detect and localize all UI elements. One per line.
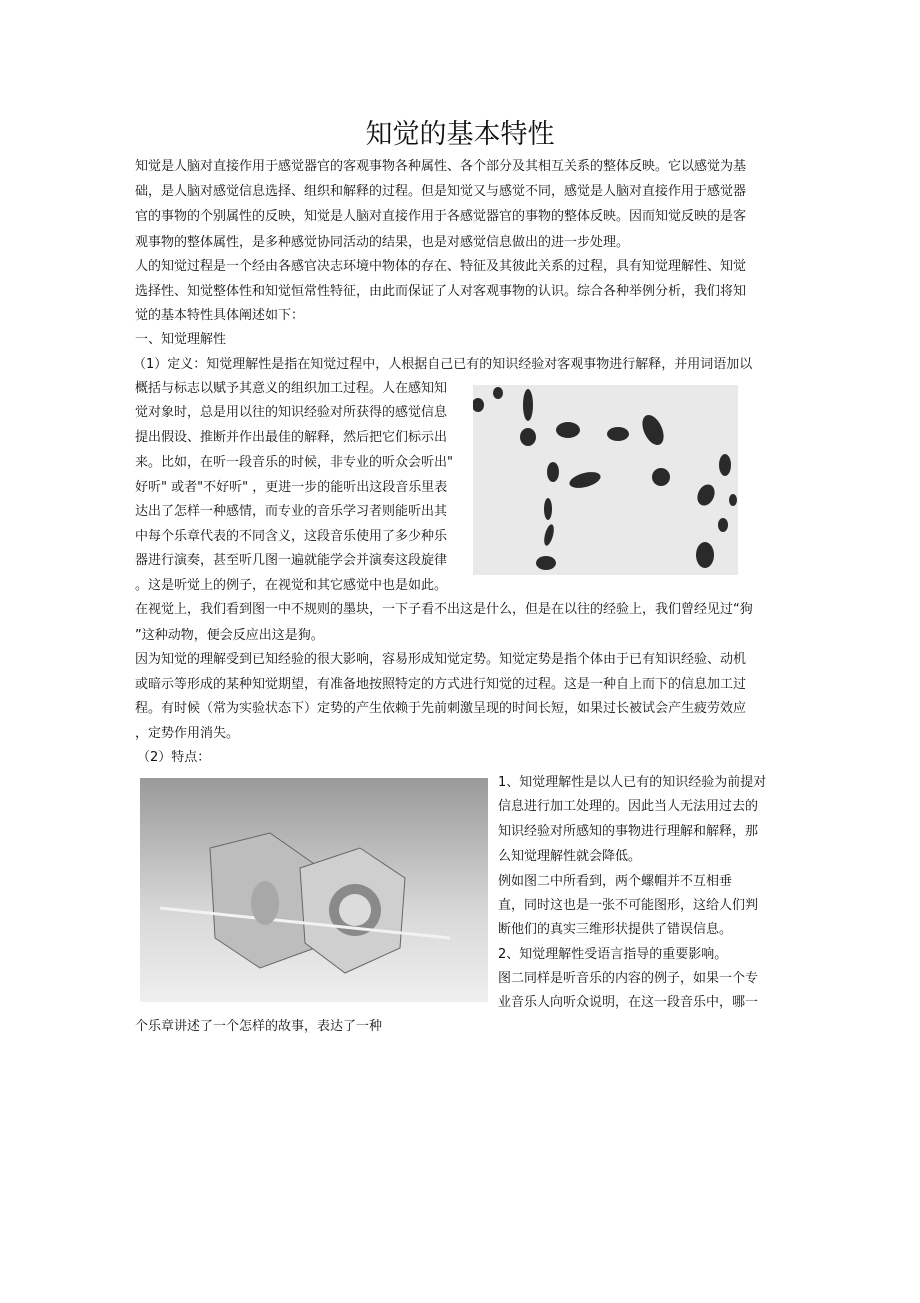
text-line: 觉的基本特性具体阐述如下：	[135, 308, 305, 323]
text-line: （2）特点：	[137, 750, 211, 765]
page-title: 知觉的基本特性	[365, 119, 555, 150]
text-line: （1）定义：知觉理解性是指在知觉过程中，人根据自己已有的知识经验对客观事物进行解释，并用词语加以	[133, 357, 753, 372]
text-line: 观事物的整体属性，是多种感觉协同活动的结果，也是对感觉信息做出的进一步处理。	[135, 235, 630, 250]
hex-nuts-image	[140, 778, 488, 1002]
text-line: ，定势作用消失。	[135, 726, 240, 741]
text-line: 程。有时候（常为实验状态下）定势的产生依赖于先前刺激呈现的时间长短，如果过长被试会产生疲劳效应	[135, 701, 747, 716]
text-line: 或暗示等形成的某种知觉期望，有准备地按照特定的方式进行知觉的过程。这是一种自上而下的信息加工过	[135, 677, 747, 692]
text-line: 来。比如，在听一段音乐的时候，非专业的听众会听出"	[135, 455, 453, 470]
text-line: 中每个乐章代表的不同含义，这段音乐使用了多少种乐	[135, 529, 448, 544]
text-line: 业音乐人向听众说明，在这一段音乐中，哪一	[498, 995, 759, 1010]
text-line: 么知觉理解性就会降低。	[498, 849, 642, 864]
text-line: 达出了怎样一种感情，而专业的音乐学习者则能听出其	[135, 504, 448, 519]
text-line: 础，是人脑对感觉信息选择、组织和解释的过程。但是知觉又与感觉不同，感觉是人脑对直接作用于感觉器	[135, 184, 747, 199]
text-line: 选择性、知觉整体性和知觉恒常性特征，由此而保证了人对客观事物的认识。综合各种举例分析，我们将知	[135, 284, 747, 299]
text-line: 个乐章讲述了一个怎样的故事，表达了一种	[135, 1019, 383, 1034]
text-line: ”这种动物，便会反应出这是狗。	[135, 628, 324, 643]
text-line: 官的事物的个别属性的反映，知觉是人脑对直接作用于各感觉器官的事物的整体反映。因而知觉反映的是客	[135, 209, 747, 224]
text-line: 人的知觉过程是一个经由各感官决志环境中物体的存在、特征及其彼此关系的过程，具有知觉理解性、知觉	[135, 259, 747, 274]
text-line: 。这是听觉上的例子，在视觉和其它感觉中也是如此。	[135, 578, 448, 593]
text-line: 知识经验对所感知的事物进行理解和解释，那	[498, 824, 759, 839]
text-line: 好听" 或者"不好听" ，更进一步的能听出这段音乐里表	[135, 480, 448, 495]
text-line: 信息进行加工处理的。因此当人无法用过去的	[498, 799, 759, 814]
figure-impossible-nuts	[140, 778, 488, 1002]
text-line: 在视觉上，我们看到图一中不规则的墨块，一下子看不出这是什么，但是在以往的经验上，我们曾经见过“狗	[135, 602, 753, 617]
text-line: 概括与标志以赋予其意义的组织加工过程。人在感知知	[135, 381, 448, 396]
text-line: 2、知觉理解性受语言指导的重要影响。	[498, 947, 728, 962]
text-line: 提出假设、推断并作出最佳的解释，然后把它们标示出	[135, 430, 448, 445]
text-line: 1、知觉理解性是以人已有的知识经验为前提对	[498, 775, 767, 790]
figure-dalmatian-blobs	[473, 385, 738, 575]
text-line: 因为知觉的理解受到已知经验的很大影响，容易形成知觉定势。知觉定势是指个体由于已有知识经验、动机	[135, 652, 747, 667]
text-line: 断他们的真实三维形状提供了错误信息。	[498, 922, 733, 937]
ink-blots-image	[473, 385, 738, 575]
text-line: 直，同时这也是一张不可能图形，这给人们判	[498, 898, 759, 913]
text-line: 觉对象时，总是用以往的知识经验对所获得的感觉信息	[135, 405, 448, 420]
text-line: 例如图二中所看到，两个螺帽并不互相垂	[498, 874, 733, 889]
text-line: 一、知觉理解性	[135, 332, 227, 347]
text-line: 知觉是人脑对直接作用于感觉器官的客观事物各种属性、各个部分及其相互关系的整体反映。它以感觉为基	[135, 159, 747, 174]
text-line: 器进行演奏，甚至听几图一遍就能学会并演奏这段旋律	[135, 553, 448, 568]
text-line: 图二同样是听音乐的内容的例子，如果一个专	[498, 971, 759, 986]
